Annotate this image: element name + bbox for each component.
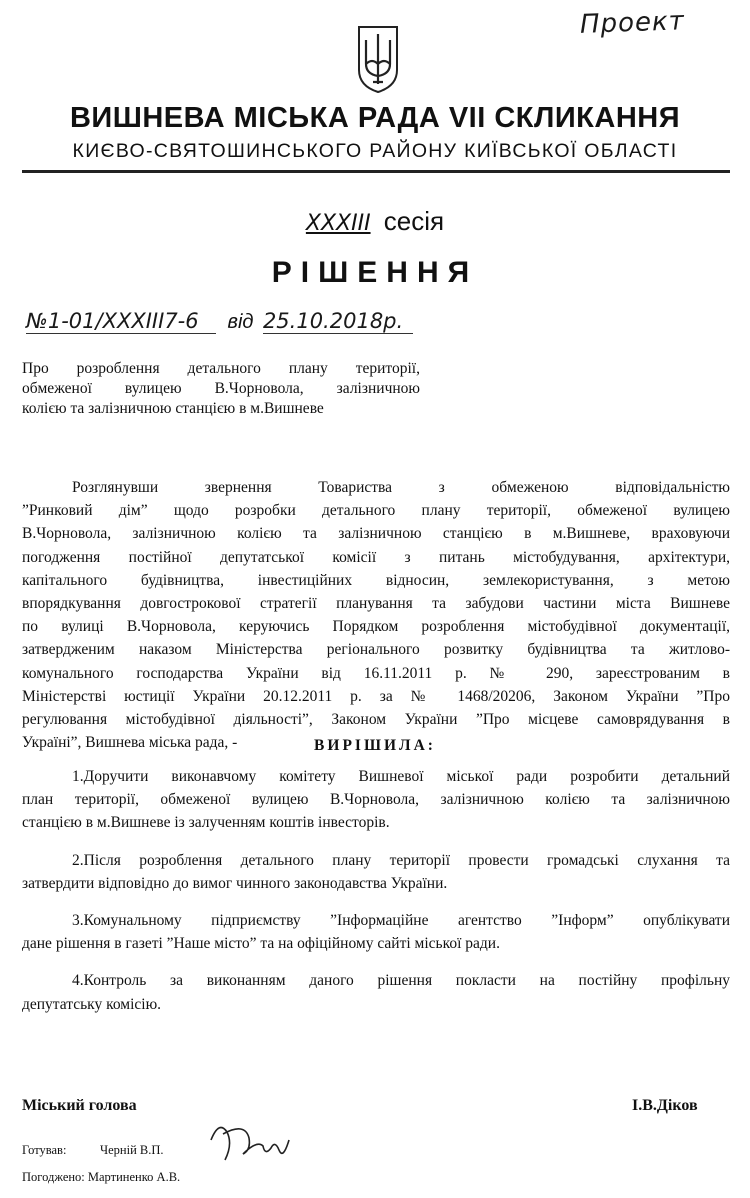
session-line: [0, 206, 750, 237]
council-region: КИЄВО-СВЯТОШИНСЬКОГО РАЙОНУ КИЇВСЬКОЇ ОБЛАСТІ: [72, 140, 678, 162]
preamble-line: Україні”, Вишнева міська рада, -: [22, 734, 238, 752]
item-line: план території, обмеженої вулицею В.Чорновола, залізничною колією та залізничною: [22, 791, 730, 809]
item-line: дане рішення в газеті ”Наше місто” та на офіційному сайті міської ради.: [22, 935, 500, 953]
subject-line: Про розроблення детального плану території,: [22, 360, 420, 377]
decision-items: [22, 765, 730, 1030]
signer-title: Міський голова: [22, 1097, 137, 1114]
header-divider: [22, 170, 730, 173]
decision-date: 25.10.2018р.: [263, 309, 413, 334]
preamble-line: В.Чорновола, залізничною колією та залізничною станцією в м.Вишневе, враховуючи: [22, 525, 730, 543]
decision-item: [22, 969, 730, 1015]
draft-stamp: Проект: [579, 6, 686, 40]
council-name: ВИШНЕВА МІСЬКА РАДА VII СКЛИКАННЯ: [69, 102, 681, 134]
preamble-line: впорядкування довгострокової стратегії планування та забудови частини міста Вишневе: [22, 595, 730, 613]
item-line: 3.Комунальному підприємству ”Інформаційне агентство ”Інформ” опублікувати: [72, 912, 730, 930]
item-line: 4.Контроль за виконанням даного рішення покласти на постійну профільну: [72, 972, 730, 990]
subject-line: обмеженої вулицею В.Чорновола, залізничною: [22, 380, 420, 397]
decision-item: [22, 765, 730, 835]
signer-name: І.В.Діков: [632, 1097, 698, 1114]
item-line: 2.Після розроблення детального плану території провести громадські слухання та: [72, 851, 730, 869]
preamble: [22, 476, 730, 754]
preamble-line: затвердженим наказом Міністерства регіонального розвитку будівництва та житлово-: [22, 641, 730, 659]
item-line: 1.Доручити виконавчому комітету Вишневої міської ради розробити детальний: [72, 768, 730, 785]
preamble-line: комунального господарства України від 16.11.2011 р. № 290, зареєстрованим в: [22, 664, 730, 682]
decision-item: [22, 849, 730, 895]
prepared-by-label: Готував:: [22, 1143, 67, 1157]
decision-subject: [22, 359, 420, 419]
decision-number: №1-01/XXXIII7-6: [26, 309, 216, 334]
coat-of-arms-icon: [356, 24, 400, 94]
preamble-line: капітального будівництва, інвестиційних відносин, землекористування, з метою: [22, 571, 730, 589]
subject-line: колією та залізничною станцією в м.Вишневе: [22, 400, 324, 417]
agreed-by: Погоджено: Мартиненко А.В.: [22, 1170, 181, 1184]
session-number: XXXIII: [305, 211, 371, 236]
resolved-heading: ВИРІШИЛА:: [314, 737, 436, 754]
decision-item: [22, 909, 730, 955]
preamble-line: ”Ринковий дім” щодо розробки детального плану території, обмеженої вулицею: [22, 502, 730, 520]
session-label: сесія: [383, 206, 445, 236]
prepared-by-name: Черній В.П.: [100, 1143, 164, 1157]
item-line: станцією в м.Вишневе із залученням коштів інвесторів.: [22, 814, 390, 832]
decision-number-line: [26, 308, 413, 334]
item-line: депутатську комісію.: [22, 995, 162, 1013]
date-label: від: [227, 311, 254, 333]
preamble-line: погодження постійної депутатської комісії з питань містобудування, архітектури,: [22, 548, 730, 566]
decision-title: РІШЕННЯ: [271, 256, 479, 289]
preamble-line: Розглянувши звернення Товариства з обмеженою відповідальністю: [72, 479, 730, 496]
preamble-line: по вулиці В.Чорновола, керуючись Порядком розроблення містобудівної документації,: [22, 618, 730, 636]
preamble-line: Міністерстві юстиції України 20.12.2011 р. за № 1468/20206, Законом України ”Про: [22, 687, 730, 705]
item-line: затвердити відповідно до вимог чинного законодавства України.: [22, 874, 448, 892]
preamble-line: регулювання містобудівної діяльності”, Законом України ”Про місцеве самоврядування в: [22, 711, 730, 729]
handwritten-signature: [205, 1110, 295, 1170]
